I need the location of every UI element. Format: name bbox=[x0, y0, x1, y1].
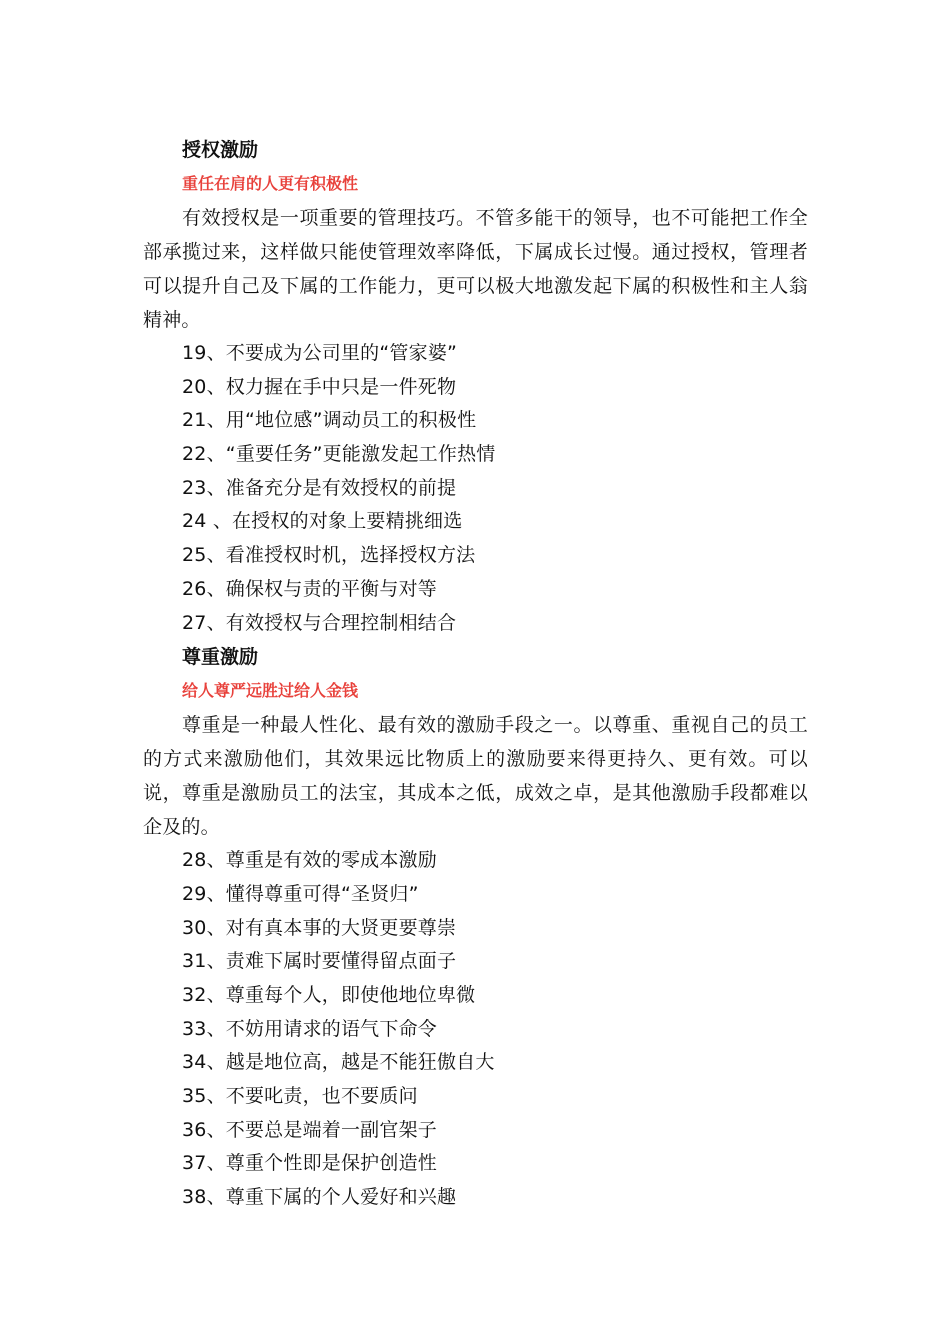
section-subtitle: 重任在肩的人更有积极性 bbox=[182, 174, 359, 193]
section-respect bbox=[143, 640, 808, 1215]
list-item: 29、懂得尊重可得“圣贤归” bbox=[182, 882, 419, 905]
list-item: 24 、在授权的对象上要精挑细选 bbox=[182, 510, 463, 533]
list-item: 21、用“地位感”调动员工的积极性 bbox=[182, 409, 477, 432]
item-list bbox=[143, 844, 808, 1215]
list-item: 38、尊重下属的个人爱好和兴趣 bbox=[182, 1186, 457, 1209]
list-item: 26、确保权与责的平衡与对等 bbox=[182, 577, 437, 600]
list-item: 35、不要叱责，也不要质问 bbox=[182, 1085, 418, 1107]
list-item: 27、有效授权与合理控制相结合 bbox=[182, 611, 457, 634]
list-item: 33、不妨用请求的语气下命令 bbox=[182, 1017, 437, 1040]
document-content bbox=[143, 133, 808, 1215]
section-authorization bbox=[143, 133, 808, 640]
list-item: 36、不要总是端着一副官架子 bbox=[182, 1118, 437, 1141]
list-item: 22、“重要任务”更能激发起工作热情 bbox=[182, 443, 496, 466]
section-paragraph: 有效授权是一项重要的管理技巧。不管多能干的领导，也不可能把工作全部承揽过来，这样做只能使管理效率降低，下属成长过慢。通过授权，管理者可以提升自己及下属的工作能力，更可以极大地激发起下属的积极性和主人翁精神。 bbox=[143, 207, 808, 331]
list-item: 19、不要成为公司里的“管家婆” bbox=[182, 342, 458, 364]
list-item: 32、尊重每个人，即使他地位卑微 bbox=[182, 983, 476, 1006]
list-item: 23、准备充分是有效授权的前提 bbox=[182, 476, 457, 499]
list-item: 34、越是地位高，越是不能狂傲自大 bbox=[182, 1051, 495, 1074]
section-title: 尊重激励 bbox=[182, 646, 259, 669]
list-item: 28、尊重是有效的零成本激励 bbox=[182, 849, 437, 872]
list-item: 30、对有真本事的大贤更要尊崇 bbox=[182, 916, 457, 939]
list-item: 25、看准授权时机，选择授权方法 bbox=[182, 544, 476, 567]
list-item: 37、尊重个性即是保护创造性 bbox=[182, 1152, 437, 1175]
section-paragraph: 尊重是一种最人性化、最有效的激励手段之一。以尊重、重视自己的员工的方式来激励他们，其效果远比物质上的激励要来得更持久、更有效。可以说，尊重是激励员工的法宝，其成本之低，成效之卓，是其他激励手段都难以企及的。 bbox=[143, 714, 808, 839]
list-item: 20、权力握在手中只是一件死物 bbox=[182, 375, 457, 398]
section-title: 授权激励 bbox=[182, 139, 259, 161]
item-list bbox=[143, 337, 808, 640]
list-item: 31、责难下属时要懂得留点面子 bbox=[182, 950, 457, 973]
section-subtitle: 给人尊严远胜过给人金钱 bbox=[182, 681, 359, 701]
